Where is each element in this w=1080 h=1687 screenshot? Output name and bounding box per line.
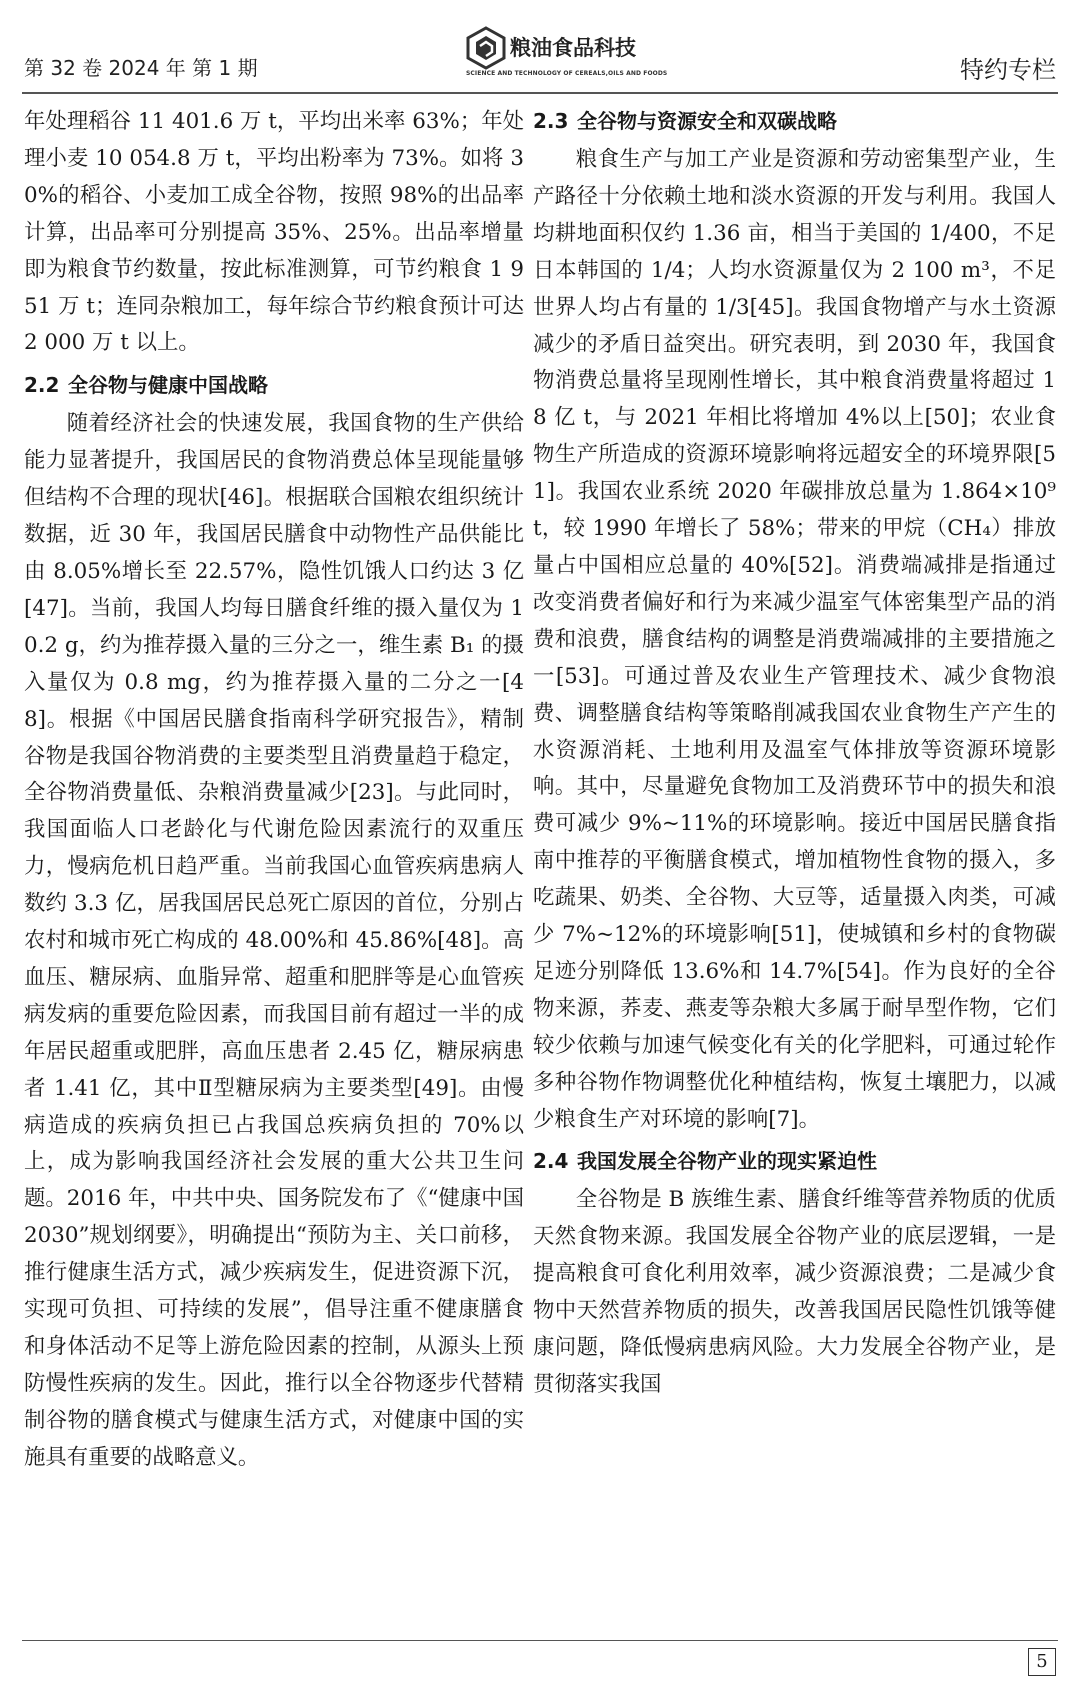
page-number: 5 xyxy=(1028,1648,1056,1676)
journal-issue: 第 32 卷 2024 年 第 1 期 xyxy=(24,56,258,80)
page-header xyxy=(0,0,1080,96)
footer-divider xyxy=(22,1640,1058,1641)
right-column xyxy=(533,104,1056,1404)
journal-logo-icon xyxy=(466,26,506,70)
journal-logo xyxy=(466,26,666,82)
section-title: 全谷物与资源安全和双碳战略 xyxy=(577,109,837,133)
left-column xyxy=(24,104,524,1477)
header-divider xyxy=(22,92,1058,94)
section-number: 2.2 xyxy=(24,373,60,398)
section-heading-2-4 xyxy=(533,1144,1056,1178)
section-number: 2.3 xyxy=(533,109,569,133)
section-title: 我国发展全谷物产业的现实紧迫性 xyxy=(577,1149,877,1174)
paragraph-2-2: 随着经济社会的快速发展，我国食物的生产供给能力显著提升，我国居民的食物消费总体呈现能量够但结构不合理的现状[46]。根据联合国粮农组织统计数据，近 30 年，我国居民膳食中动物性产品供能比由 8.05%增长至 22.57%，隐性饥饿人口约达 3 亿[47]。当前，我国人均每日膳食纤维的摄入量仅为 10.2 g，约为推荐摄入量的三分之一，维生素 B₁ 的摄入量仅为 0.8 mg，约为推荐摄入量的二分之一[48]。根据《中国居民膳食指南科学研究报告》，精制谷物是我国谷物消费的主要类型且消费量趋于稳定，全谷物消费量低、杂粮消费量减少[23]。与此同时，我国面临人口老龄化与代谢危险因素流行的双重压力，慢病危机日趋严重。当前我国心血管疾病患病人数约 3.3 亿，居我国居民总死亡原因的首位，分别占农村和城市死亡构成的 48.00%和 45.86%[48]。高血压、糖尿病、血脂异常、超重和肥胖等是心血管疾病发病的重要危险因素，而我国目前有超过一半的成年居民超重或肥胖，高血压患者 2.45 亿，糖尿病患者 1.41 亿，其中Ⅱ型糖尿病为主要类型[49]。由慢病造成的疾病负担已占我国总疾病负担的 70%以上，成为影响我国经济社会发展的重大公共卫生问题。2016 年，中共中央、国务院发布了《“健康中国 2030”规划纲要》，明确提出“预防为主、关口前移，推行健康生活方式，减少疾病发生，促进资源下沉，实现可负担、可持续的发展”，倡导注重不健康膳食和身体活动不足等上游危险因素的控制，从源头上预防慢性疾病的发生。因此，推行以全谷物逐步代替精制谷物的膳食模式与健康生活方式，对健康中国的实施具有重要的战略意义。 xyxy=(24,411,524,1470)
section-heading-2-3 xyxy=(533,104,1056,138)
section-title: 全谷物与健康中国战略 xyxy=(68,373,268,398)
section-number: 2.4 xyxy=(533,1149,569,1174)
section-heading-2-2 xyxy=(24,368,524,402)
journal-name: 粮油食品科技 xyxy=(510,36,636,60)
journal-english-name: SCIENCE AND TECHNOLOGY OF CEREALS,OILS AND FOODS xyxy=(466,70,668,77)
column-name: 特约专栏 xyxy=(960,56,1056,84)
paragraph-continued: 年处理稻谷 11 401.6 万 t，平均出米率 63%；年处理小麦 10 054.8 万 t，平均出粉率为 73%。如将 30%的稻谷、小麦加工成全谷物，按照 98%的出品率计算，出品率可分别提高 35%、25%。出品率增量即为粮食节约数量，按此标准测算，可节约粮食 1 951 万 t；连同杂粮加工，每年综合节约粮食预计可达 2 000 万 t 以上。 xyxy=(24,109,524,356)
paragraph-2-4: 全谷物是 B 族维生素、膳食纤维等营养物质的优质天然食物来源。我国发展全谷物产业的底层逻辑，一是提高粮食可食化利用效率，减少资源浪费；二是减少食物中天然营养物质的损失，改善我国居民隐性饥饿等健康问题，降低慢病患病风险。大力发展全谷物产业，是贯彻落实我国 xyxy=(533,1187,1056,1397)
paragraph-2-3: 粮食生产与加工产业是资源和劳动密集型产业，生产路径十分依赖土地和淡水资源的开发与利用。我国人均耕地面积仅约 1.36 亩，相当于美国的 1/400，不足日本韩国的 1/4；人均水资源量仅为 2 100 m³，不足世界人均占有量的 1/3[45]。我国食物增产与水土资源减少的矛盾日益突出。研究表明，到 2030 年，我国食物消费总量将呈现刚性增长，其中粮食消费量将超过 18 亿 t，与 2021 年相比将增加 4%以上[50]；农业食物生产所造成的资源环境影响将远超安全的环境界限[51]。我国农业系统 2020 年碳排放总量为 1.864×10⁹ t，较 1990 年增长了 58%；带来的甲烷（CH₄）排放量占中国相应总量的 40%[52]。消费端减排是指通过改变消费者偏好和行为来减少温室气体密集型产品的消费和浪费，膳食结构的调整是消费端减排的主要措施之一[53]。可通过普及农业生产管理技术、减少食物浪费、调整膳食结构等策略削减我国农业食物生产产生的水资源消耗、土地利用及温室气体排放等资源环境影响。其中，尽量避免食物加工及消费环节中的损失和浪费可减少 9%~11%的环境影响。接近中国居民膳食指南中推荐的平衡膳食模式，增加植物性食物的摄入，多吃蔬果、奶类、全谷物、大豆等，适量摄入肉类，可减少 7%~12%的环境影响[51]，使城镇和乡村的食物碳足迹分别降低 13.6%和 14.7%[54]。作为良好的全谷物来源，荞麦、燕麦等杂粮大多属于耐旱型作物，它们较少依赖与加速气候变化有关的化学肥料，可通过轮作多种谷物作物调整优化种植结构，恢复土壤肥力，以减少粮食生产对环境的影响[7]。 xyxy=(533,147,1056,1132)
